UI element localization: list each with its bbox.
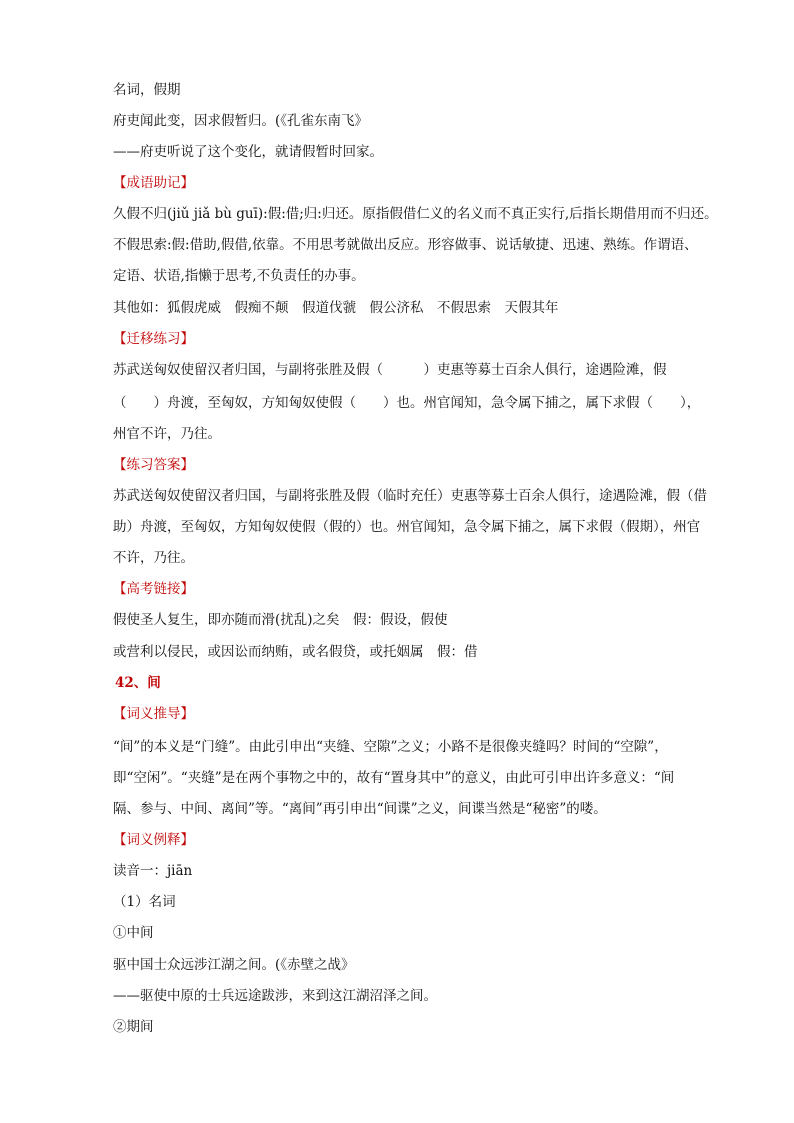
text-line: 定语、状语,指懒于思考,不负责任的办事。 [113,268,365,284]
entry-heading: 42、间 [115,675,161,691]
text-line: 不许，乃往。 [113,550,194,566]
text-line: 隔、参与、中间、离间”等。“离间”再引申出“间谍”之义，间谍当然是“秘密”的喽。 [113,801,607,817]
text-line: 苏武送匈奴使留汉者归国，与副将张胜及假（临时充任）吏惠等募士百余人俱行，途遇险滩，假（借 [113,488,707,504]
text-line: 读音一：jiān [113,863,193,879]
text-line: 其他如：狐假虎威 假痴不颠 假道伐虢 假公济私 不假思索 天假其年 [113,300,559,316]
section-heading: 【练习答案】 [113,457,194,473]
text-line: 或营利以侵民，或因讼而纳贿，或名假贷，或托姻属 假：借 [113,644,478,660]
text-line: （ ）舟渡，至匈奴，方知匈奴使假（ ）也。州官闻知，急令属下捕之，属下求假（ ）， [113,395,701,411]
text-line: ②期间 [113,1019,154,1035]
text-line: （1）名词 [113,894,176,910]
section-heading: 【词义例释】 [113,832,194,848]
text-line: ——府吏听说了这个变化，就请假暂时回家。 [113,144,383,160]
text-line: 久假不归(jiǔ jiǎ bù guī):假:借;归:归还。原指假借仁义的名义而不真正实行,后指长期借用而不归还。 [113,206,718,222]
section-heading: 【成语助记】 [113,175,194,191]
text-line: 不假思索:假:借助,假借,依靠。不用思考就做出反应。形容做事、说话敏捷、迅速、熟练。作谓语、 [113,237,698,253]
text-line: 助）舟渡，至匈奴，方知匈奴使假（假的）也。州官闻知，急令属下捕之，属下求假（假期），州官 [113,519,701,535]
text-line: 州官不许，乃往。 [113,426,221,442]
text-line: 即“空闲”。“夹缝”是在两个事物之中的，故有“置身其中”的意义，由此可引申出许多意义：“间 [113,770,675,786]
text-line: 府吏闻此变，因求假暂归。(《孔雀东南飞》 [113,113,369,129]
text-line: 名词，假期 [113,82,181,98]
text-line: 苏武送匈奴使留汉者归国，与副将张胜及假（ ）吏惠等募士百余人俱行，途遇险滩，假 [113,362,667,378]
text-line: ①中间 [113,925,154,941]
text-line: 假使圣人复生，即亦随而滑(扰乱)之矣 假：假设，假使 [113,612,448,628]
section-heading: 【高考链接】 [113,581,194,597]
text-line: “间”的本义是“门缝”。由此引申出“夹缝、空隙”之义；小路不是很像夹缝吗？时间的“空隙”， [113,739,668,755]
text-line: 驱中国士众远涉江湖之间。(《赤壁之战》 [113,957,355,973]
text-line: ——驱使中原的士兵远途跋涉，来到这江湖沼泽之间。 [113,988,437,1004]
section-heading: 【词义推导】 [113,706,194,722]
section-heading: 【迁移练习】 [113,331,194,347]
